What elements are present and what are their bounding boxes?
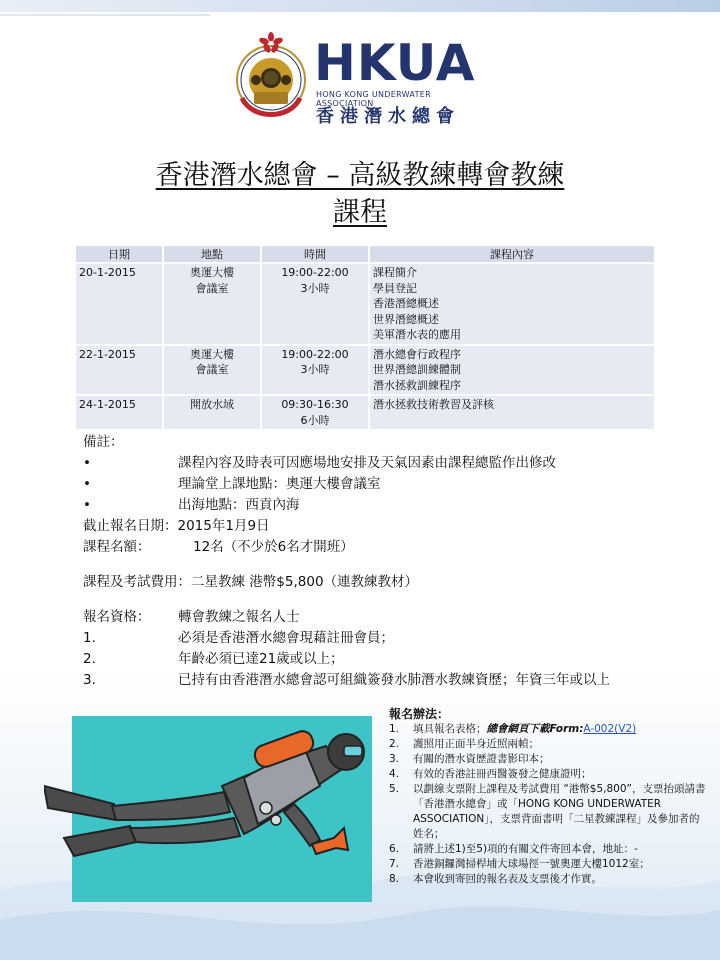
page-title-line1: 香港潛水總會 – 高級教練轉會教練 — [155, 160, 565, 191]
apply-item: 1. 填具報名表格；總會網頁下載Form:A-002(V2) — [389, 723, 637, 735]
header-date: 日期 — [76, 246, 163, 263]
apply-item: 4. 有效的香港註冊西醫簽發之健康證明； — [389, 768, 592, 780]
note-bullet: • 理論堂上課地點：奧運大樓會議室 — [83, 476, 381, 492]
fee-text: 課程及考試費用：二星教練 港幣$5,800（連教練教材） — [83, 574, 419, 590]
download-label: 總會網頁下載Form: — [486, 723, 584, 735]
cell-content: 潛水總會行政程序 世界潛總訓練體制 潛水拯救訓練程序 — [369, 345, 655, 396]
cell-date: 24-1-2015 — [76, 395, 163, 429]
requirement-item: 3. 已持有由香港潛水總會認可組織簽發水肺潛水教練資歷；年資三年或以上 — [83, 672, 610, 688]
logo-abbr: HKUA — [314, 34, 476, 92]
hkua-logo — [232, 28, 482, 128]
notes-section — [83, 432, 703, 691]
table-row — [76, 345, 655, 396]
cell-location: 奧運大樓 會議室 — [163, 345, 261, 396]
quota-row: 課程名額： 12名（不少於6名才開班） — [83, 539, 354, 555]
page-title-line2: 課程 — [333, 197, 387, 228]
table-row — [76, 395, 655, 429]
note-bullet: • 課程內容及時表可因應場地安排及天氣因素由課程總監作出修改 — [83, 455, 556, 471]
form-download-link[interactable]: A-002(V2) — [583, 723, 637, 735]
requirement-item: 2. 年齡必須已達21歲或以上； — [83, 651, 344, 667]
apply-heading: 報名辦法： — [389, 707, 450, 721]
apply-item: 8. 本會收到寄回的報名表及支票後才作實。 — [389, 873, 602, 885]
scuba-diver-illustration — [44, 716, 372, 902]
deadline-text: 截止報名日期：2015年1月9日 — [83, 518, 270, 534]
cell-time: 19:00-22:00 3小時 — [261, 263, 369, 345]
requirement-item: 1. 必須是香港潛水總會現藉註冊會員； — [83, 630, 394, 646]
header-location: 地點 — [163, 246, 261, 263]
table-row — [76, 263, 655, 345]
eligibility-row: 報名資格： 轉會教練之報名人士 — [83, 609, 300, 625]
cell-date: 22-1-2015 — [76, 345, 163, 396]
top-decor-bar — [0, 0, 720, 12]
cell-content: 潛水拯救技術教習及評核 — [369, 395, 655, 429]
apply-item: 3. 有關的潛水資歷證書影印本； — [389, 753, 550, 765]
top-decor-line — [0, 14, 210, 16]
table-header-row — [76, 246, 655, 263]
apply-item: 2. 護照用正面半身近照兩幀； — [389, 738, 539, 750]
cell-content: 課程簡介 學員登記 香港潛總概述 世界潛總概述 美軍潛水表的應用 — [369, 263, 655, 345]
application-section — [389, 707, 709, 887]
cell-location: 奧運大樓 會議室 — [163, 263, 261, 345]
schedule-table — [76, 246, 656, 429]
apply-item: 5. 以劃線支票附上課程及考試費用 “港幣$5,800”，支票抬頭請書「香港潛水總會」或「HONG KONG UNDERWATER ASSOCIATION」，支票背面書明「二星教練課程」及參加者的姓名； — [389, 783, 706, 840]
apply-item: 7. 香港銅鑼灣掃桿埔大球場徑一號奧運大樓1012室； — [389, 858, 650, 870]
notes-heading: 備註： — [83, 434, 124, 450]
header-time: 時間 — [261, 246, 369, 263]
cell-date: 20-1-2015 — [76, 263, 163, 345]
logo-chinese-name: 香港潛水總會 — [316, 106, 460, 127]
logo-english-name: HONG KONG UNDERWATER ASSOCIATION — [316, 90, 431, 108]
cell-location: 開放水域 — [163, 395, 261, 429]
cell-time: 09:30-16:30 6小時 — [261, 395, 369, 429]
cell-time: 19:00-22:00 3小時 — [261, 345, 369, 396]
header-content: 課程內容 — [369, 246, 655, 263]
note-bullet: • 出海地點：西貢內海 — [83, 497, 300, 513]
apply-item: 6. 請將上述1)至5)項的有關文件寄回本會，地址：- — [389, 843, 638, 855]
diving-helmet-emblem-icon — [232, 28, 310, 126]
